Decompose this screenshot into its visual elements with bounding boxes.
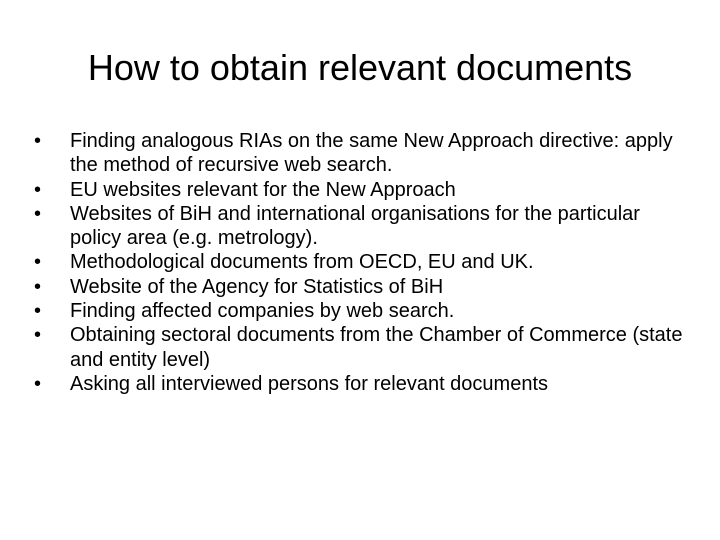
bullet-text: Websites of BiH and international organisations for the particular policy area (e.g. metrology).: [70, 202, 640, 250]
bullet-item: [34, 178, 694, 202]
bullet-item: [34, 129, 694, 178]
bullet-item: [34, 299, 694, 323]
bullet-text: Obtaining sectoral documents from the Chamber of Commerce (state and entity level): [70, 324, 683, 371]
bullet-item: [34, 202, 694, 251]
bullet-text: Finding analogous RIAs on the same New Approach directive: apply the method of recursive web search.: [70, 130, 673, 177]
bullet-text: Website of the Agency for Statistics of BiH: [70, 275, 444, 298]
bullet-icon: •: [34, 324, 42, 347]
slide-title: How to obtain relevant documents: [87, 47, 633, 88]
bullet-text: Methodological documents from OECD, EU and UK.: [70, 251, 534, 274]
bullet-icon: •: [34, 130, 42, 152]
bullet-icon: •: [34, 300, 42, 323]
bullet-icon: •: [34, 202, 42, 225]
bullet-text: Finding affected companies by web search.: [70, 300, 455, 323]
bullet-icon: •: [34, 178, 42, 201]
bullet-item: [34, 323, 694, 372]
bullet-item: [34, 250, 694, 274]
bullet-text: Asking all interviewed persons for relevant documents: [70, 372, 549, 395]
bullet-icon: •: [34, 372, 42, 395]
bullet-item: [34, 372, 694, 396]
bullet-list: [34, 129, 694, 396]
bullet-item: [34, 275, 694, 299]
bullet-icon: •: [34, 275, 42, 298]
bullet-text: EU websites relevant for the New Approach: [70, 178, 456, 201]
bullet-icon: •: [34, 251, 42, 274]
